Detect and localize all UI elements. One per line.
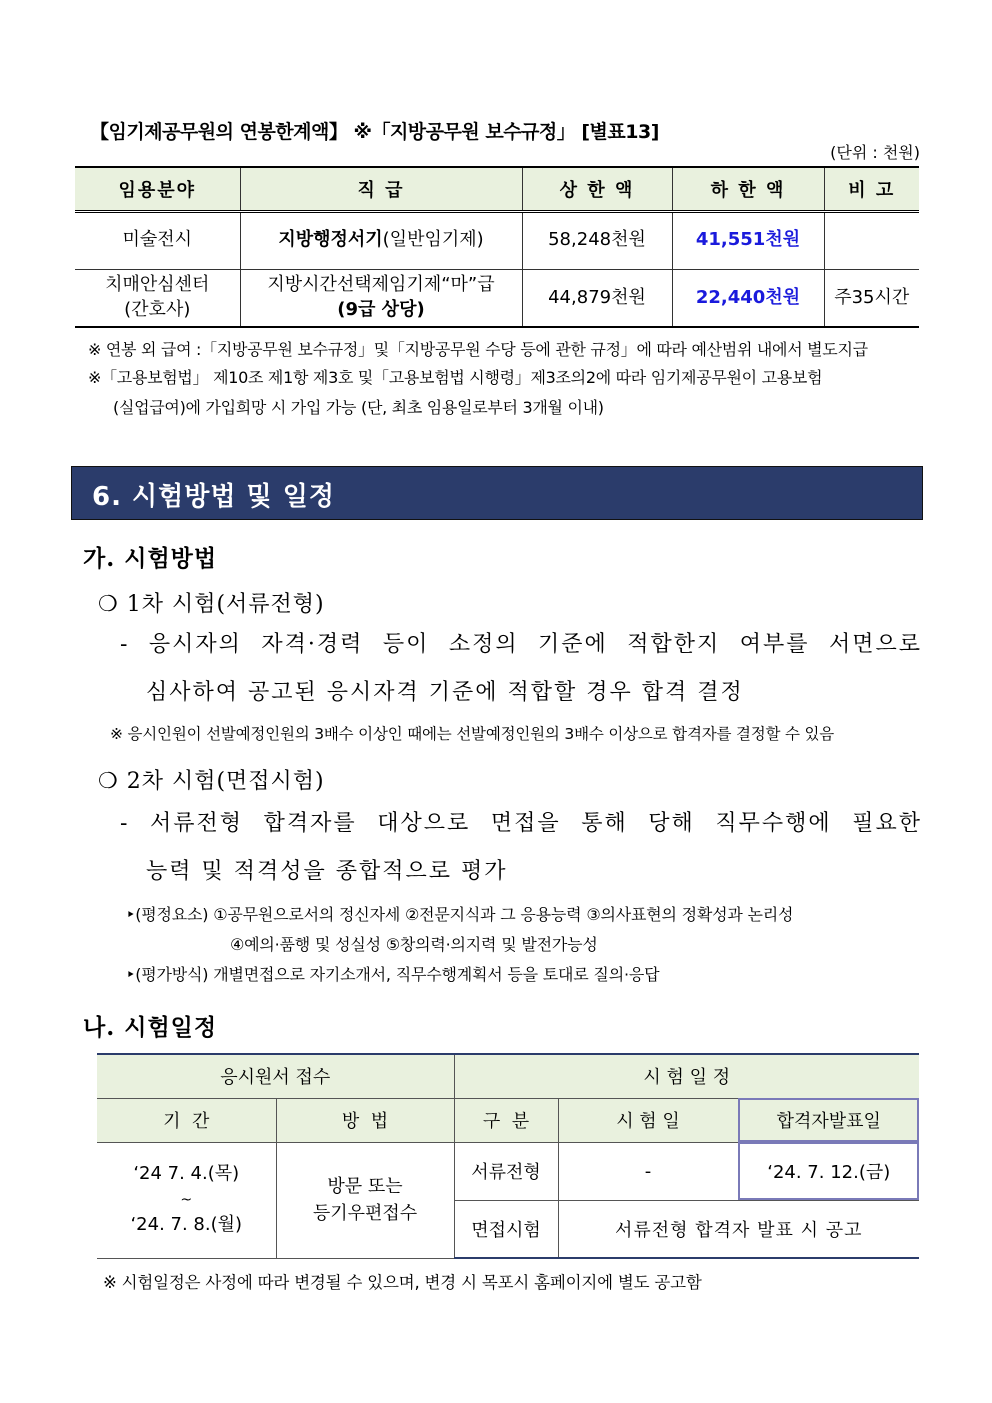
- header-field: 임용분야: [75, 167, 240, 211]
- application-method: [276, 1142, 454, 1258]
- header-note: 비 고: [824, 167, 919, 211]
- schedule-group-header: 시 험 일 정: [454, 1054, 919, 1098]
- field-cell: [75, 269, 240, 327]
- grade-name: 지방행정서기: [278, 229, 383, 251]
- salary-note-1: ※ 연봉 외 급여 :「지방공무원 보수규정」및「지방공무원 수당 등에 관한 규정」에 따라 예산범위 내에서 별도지급: [88, 340, 868, 359]
- second-exam-desc: - 서류전형 합격자를 대상으로 면접을 통해 당해 직무수행에 필요한: [120, 811, 922, 836]
- method-line: 등기우편접수: [312, 1203, 418, 1224]
- lower-cell: 41,551천원: [672, 211, 824, 269]
- period-start: ‘24 7. 4.(목): [133, 1163, 240, 1184]
- evaluation-criteria: ‣(평정요소) ①공무원으로서의 정신자세 ②전문지식과 그 응용능력 ③의사표현의 정확성과 논리성: [126, 905, 794, 924]
- salary-note-2: ※「고용보험법」 제10조 제1항 제3호 및「고용보험법 시행령」제3조의2에 따라 임기제공무원이 고용보험: [88, 368, 823, 387]
- salary-limit-title: 【임기제공무원의 연봉한계액】 ※「지방공무원 보수규정」 [별표13]: [90, 121, 659, 143]
- first-exam-note: ※ 응시인원이 선발예정인원의 3배수 이상인 때에는 선발예정인원의 3배수 이상으로 합격자를 결정할 수 있음: [110, 725, 835, 743]
- second-exam-desc-cont: 능력 및 적격성을 종합적으로 평가: [146, 859, 508, 884]
- section-header: [71, 466, 923, 520]
- field-cell: 미술전시: [75, 211, 240, 269]
- salary-limit-table: [75, 166, 919, 328]
- method-line: 방문 또는: [327, 1176, 403, 1197]
- exam-type: 서류전형: [454, 1142, 558, 1200]
- header-lower: 하 한 액: [672, 167, 824, 211]
- period-tilde: ~: [180, 1191, 193, 1208]
- table-row: [75, 269, 919, 327]
- grade-type: (일반임기제): [382, 229, 484, 251]
- grade-line: (9급 상당): [337, 298, 425, 320]
- evaluation-criteria-cont: ④예의·품행 및 성실성 ⑤창의력·의지력 및 발전가능성: [230, 935, 598, 954]
- first-exam-heading: ❍ 1차 시험(서류전형): [98, 592, 325, 617]
- grade-line: 지방시간선택제임기제“마”급: [267, 274, 495, 296]
- section-title: 6. 시험방법 및 일정: [92, 482, 335, 512]
- second-exam-heading: ❍ 2차 시험(면접시험): [98, 769, 325, 794]
- note-cell: [824, 211, 919, 269]
- upper-cell: 58,248천원: [522, 211, 672, 269]
- header-upper: 상 한 액: [522, 167, 672, 211]
- field-line: 치매안심센터: [105, 274, 210, 296]
- application-group-header: 응시원서 접수: [97, 1054, 454, 1098]
- unit-note: (단위 : 천원): [830, 143, 920, 162]
- lower-cell: 22,440천원: [672, 269, 824, 327]
- table-row: [97, 1142, 919, 1200]
- grade-cell: [240, 269, 522, 327]
- subsection-exam-schedule: 나. 시험일정: [83, 1014, 218, 1041]
- header-grade: 직 급: [240, 167, 522, 211]
- exam-schedule-table: [97, 1053, 919, 1259]
- upper-cell: 44,879천원: [522, 269, 672, 327]
- type-header: 구 분: [454, 1098, 558, 1142]
- grade-cell: [240, 211, 522, 269]
- exam-type: 면접시험: [454, 1200, 558, 1258]
- table-row: [75, 211, 919, 269]
- evaluation-method: ‣(평가방식) 개별면접으로 자기소개서, 직무수행계획서 등을 토대로 질의·응답: [126, 965, 660, 984]
- schedule-footnote: ※ 시험일정은 사정에 따라 변경될 수 있으며, 변경 시 목포시 홈페이지에 별도 공고함: [103, 1273, 702, 1292]
- field-line: (간호사): [124, 298, 191, 320]
- announce-date: ‘24. 7. 12.(금): [738, 1142, 919, 1200]
- subsection-exam-method: 가. 시험방법: [83, 545, 218, 572]
- exam-date: -: [558, 1142, 738, 1200]
- application-period: [97, 1142, 276, 1258]
- announce-date-header: 합격자발표일: [738, 1098, 919, 1142]
- interview-schedule: 서류전형 합격자 발표 시 공고: [558, 1200, 919, 1258]
- first-exam-desc-cont: 심사하여 공고된 응시자격 기준에 적합할 경우 합격 결정: [146, 680, 744, 705]
- salary-note-2-cont: (실업급여)에 가입희망 시 가입 가능 (단, 최초 임용일로부터 3개월 이내): [113, 398, 604, 417]
- period-header: 기 간: [97, 1098, 276, 1142]
- note-cell: 주35시간: [824, 269, 919, 327]
- period-end: ‘24. 7. 8.(월): [130, 1214, 243, 1236]
- first-exam-desc: - 응시자의 자격·경력 등이 소정의 기준에 적합한지 여부를 서면으로: [120, 632, 922, 657]
- exam-date-header: 시 험 일: [558, 1098, 738, 1142]
- method-header: 방 법: [276, 1098, 454, 1142]
